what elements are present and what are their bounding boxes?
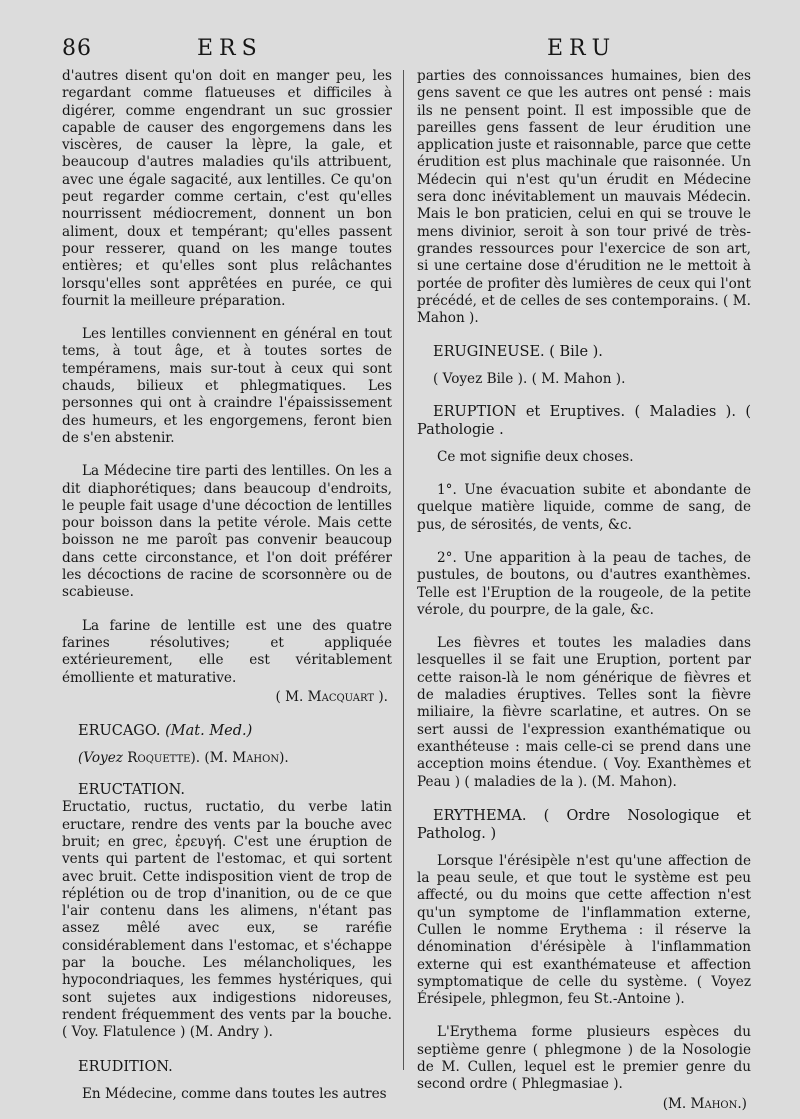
voyez-text: (Voyez	[78, 750, 123, 767]
entry-text-erudition-end: parties des connoissances humaines, bien des gens savent ce que les autres ont pensé : mais ils ne pensent point. Il est impossible que de pareilles gens fassent de leur érudition une application juste et raisonnable, parce que cette érudition est plus machinale que raisonnée. Un Médecin qui n'est qu'un érudit en Médecine sera donc inévitablement un mauvais Médecin. Mais le bon praticien, celui en qui se trouve le mens divinior, seroit à son tour privé de très-grandes ressources pour l'exercice de son art, si une certaine dose d'érudition ne le mettoit à portée de profiter dès lumières de ceux qui l'ont précédé, et de celles de ses contemporains. ( M. Mahon ).	[417, 68, 751, 327]
entry-category: (Mat. Med.)	[165, 723, 253, 740]
entry-heading-erucago	[62, 722, 392, 740]
running-header	[62, 36, 770, 66]
paragraph-lentilles-3: La Médecine tire parti des lentilles. On les a dit diaphorétiques; dans beaucoup d'endroits, le peuple fait usage d'une décoction de lentilles pour boisson dans la petite vérole. Mais cette boisson ne me paroît pas convenir beaucoup dans cette circonstance, et l'on doit préférer les décoctions de racine de scorsonnère ou de scabieuse.	[62, 463, 392, 601]
header-left-word: ERS	[197, 36, 263, 61]
entry-text-erudition-start: En Médecine, comme dans toutes les autres	[82, 1085, 387, 1102]
entry-heading-erudition: ERUDITION.	[78, 1058, 173, 1075]
paragraph-erythema-2: L'Erythema forme plusieurs espèces du septième genre ( phlegmone ) de la Nosologie de M. Cullen, lequel est le premier genre du second ordre ( Phlegmasiae ).	[417, 1024, 751, 1093]
paragraph-lentilles-2: Les lentilles conviennent en général en tout tems, à tout âge, et à toutes sortes de tempéramens, mais sur-tout à ceux qui sont chauds, bilieux et phlegmatiques. Les personnes qui ont à craindre l'épaississement des humeurs, et les engorgemens, feront bien de s'en abstenir.	[62, 326, 392, 446]
paragraph-eruption-1: 1°. Une évacuation subite et abondante de quelque matière liquide, comme de sang, de pus, de sérosités, de vents, &c.	[417, 482, 751, 533]
entry-heading-erythema: ERYTHEMA. ( Ordre Nosologique et Patholog. )	[417, 807, 751, 842]
paragraph-lentilles-1: d'autres disent qu'on doit en manger peu, les regardant comme flatueuses et difficiles à digérer, comme engendrant un suc grossier capable de causer des engorgemens dans les viscères, de causer la lèpre, la gale, et beaucoup d'autres maladies qu'ils attribuent, avec une égale sagacité, aux lentilles. Ce qu'on peut regarder comme certain, c'est qu'elles nourrissent médiocrement, donnent un bon aliment, doux et tempérant; qu'elles passent pour resserer, quand on les mange toutes entières; et qu'elles sont plus relâchantes lorsqu'elles sont apprêtées en purée, ce qui fournit la meilleure préparation.	[62, 68, 392, 309]
entry-heading-erugineuse: ERUGINEUSE. ( Bile ).	[433, 344, 603, 361]
paragraph-eruption-0: Ce mot signifie deux choses.	[437, 448, 634, 465]
entry-heading-eruption: ERUPTION et Eruptives. ( Maladies ). ( Pathologie .	[417, 403, 751, 438]
paragraph-lentilles-4: La farine de lentille est une des quatre farines résolutives; et appliquée extérieurement, elle est véritablement émolliente et maturative.	[62, 617, 392, 686]
entry-heading-eructation: ERUCTATION.	[78, 782, 186, 799]
cross-reference	[62, 750, 392, 767]
author-signature: ( M. Macquart ).	[275, 688, 388, 705]
right-column	[417, 68, 751, 1113]
entry-text-eructation: Eructatio, ructus, ructatio, du verbe latin eructare, rendre des vents par la bouche avec bruit; en grec, ἐρευγή. C'est une éruption de vents qui partent de l'estomac, et qui sortent avec bruit. Cette indisposition vient de trop de réplétion ou de trop d'inanition, ou de ce que l'air contenu dans les alimens, n'étant pas assez mêlé avec eux, se raréfie considérablement dans l'estomac, et s'échappe par la bouche. Les mélancholiques, les hypocondriaques, les femmes hystériques, qui sont sujetes aux indigestions nidoreuses, rendent fréquemment des vents par la bouche. ( Voy. Flatulence ) (M. Andry ).	[62, 799, 392, 1041]
xref-target: Roquette).	[127, 750, 201, 767]
header-right-word: ERU	[547, 36, 617, 61]
author-signature: (M. Mahon).	[204, 750, 289, 767]
author-signature: (M. Mahon.)	[662, 1095, 747, 1112]
paragraph-erythema-1: Lorsque l'érésipèle n'est qu'une affection de la peau seule, et que tout le système est peu affecté, ou du moins que cette affection n'est qu'un symptome de l'inflammation externe, Cullen le nomme Erythema : il réserve la dénomination d'érésipèle à l'inflammation externe qui est exanthémateuse et affection symptomatique de celle du système. ( Voyez Érésipele, phlegmon, feu St.-Antoine ).	[417, 852, 751, 1008]
entry-title: ERUCAGO.	[78, 723, 161, 740]
paragraph-eruption-3: Les fièvres et toutes les maladies dans lesquelles il se fait une Eruption, portent par cette raison-là le nom générique de fièvres et de maladies éruptives. Telles sont la fièvre miliaire, la fièvre scarlatine, et autres. On se sert aussi de l'expression exanthématique ou exanthéteuse : mais celle-ci se prend dans une acception moins étendue. ( Voy. Exanthèmes et Peau ) ( maladies de la ). (M. Mahon).	[417, 635, 751, 790]
column-divider	[403, 70, 404, 1070]
cross-reference: ( Voyez Bile ). ( M. Mahon ).	[433, 371, 626, 388]
left-column	[62, 68, 392, 1119]
paragraph-eruption-2: 2°. Une apparition à la peau de taches, de pustules, de boutons, ou d'autres exanthèmes. Telle est l'Eruption de la rougeole, de la petite vérole, du pourpre, de la gale, &c.	[417, 549, 751, 618]
page-number: 86	[62, 36, 92, 61]
